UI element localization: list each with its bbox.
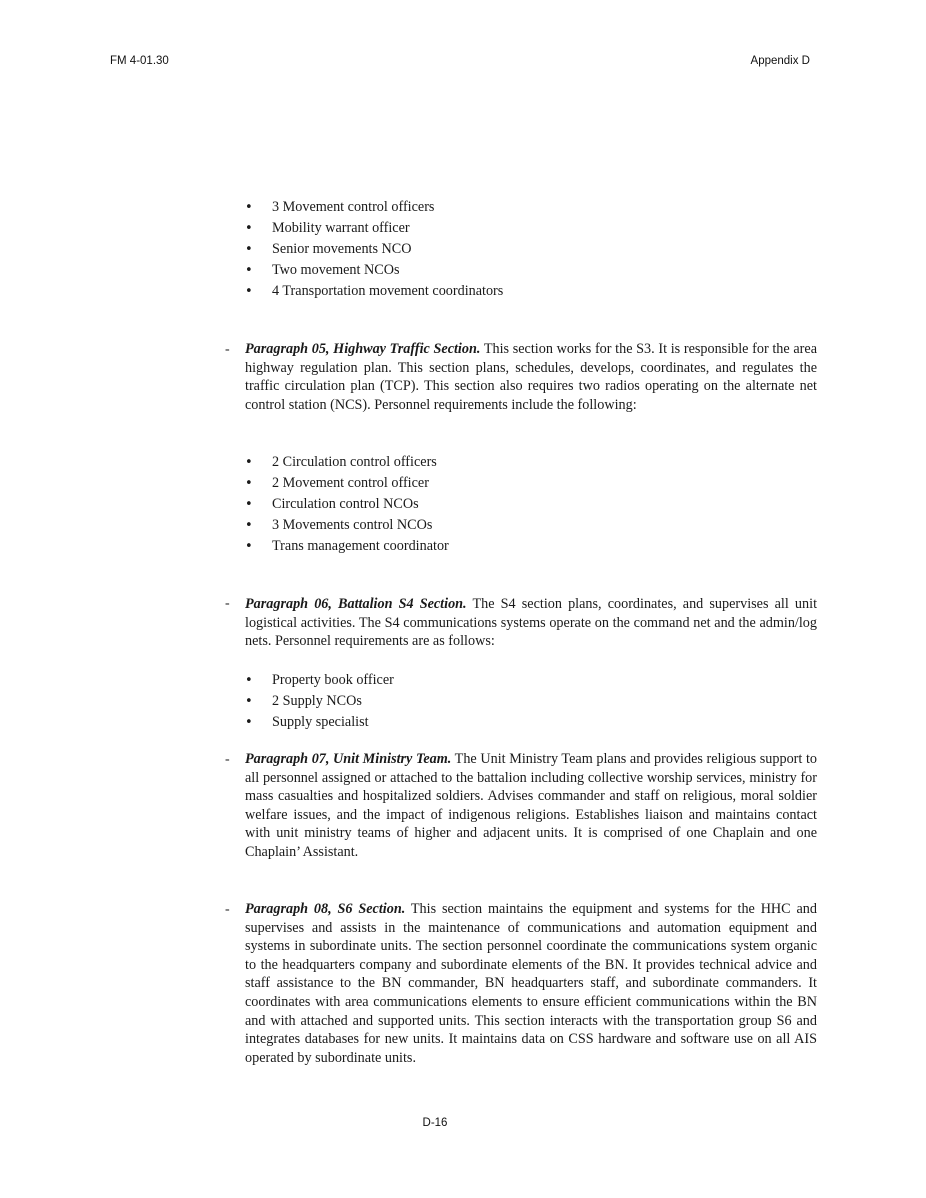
list-item: • Property book officer xyxy=(245,670,394,691)
header-doc-id: FM 4-01.30 xyxy=(110,55,169,67)
paragraph-06-dash: - xyxy=(225,596,230,611)
page-number: D-16 xyxy=(422,1117,448,1129)
list-item: • Supply specialist xyxy=(245,712,394,733)
paragraph-08-body: This section maintains the equipment and systems for the HHC and supervises and assists in the maintenance of communications and automation equipment and systems in subordinate units. The section personnel coordinate the communications system organic to the headquarters company and subordinate elements of the BN. It provides technical advice and staff assistance to the BN commander, BN headquarters staff, and subordinate commanders. It coordinates with area communications elements to ensure efficient communications within the BN and with attached and supported units. This section interacts with the transportation group S6 and integrates databases for new units. It maintains data on CSS hardware and software use on all AIS operated by subordinate units. xyxy=(245,901,817,1066)
paragraph-08 xyxy=(245,900,817,1067)
paragraph-05-title: Paragraph 05, Highway Traffic Section. xyxy=(245,341,481,357)
paragraph-07-dash: - xyxy=(225,752,230,767)
list-item: • Senior movements NCO xyxy=(245,239,503,260)
paragraph-06-title: Paragraph 06, Battalion S4 Section. xyxy=(245,596,467,612)
list-item: • 2 Movement control officer xyxy=(245,473,449,494)
paragraph-06 xyxy=(245,595,817,651)
list-item: • Trans management coordinator xyxy=(245,536,449,557)
list-item: • Circulation control NCOs xyxy=(245,494,449,515)
list-item: • 2 Supply NCOs xyxy=(245,691,394,712)
paragraph-05-dash: - xyxy=(225,342,230,357)
header-appendix: Appendix D xyxy=(750,55,810,67)
personnel-list-highway xyxy=(245,452,449,557)
paragraph-07-body: The Unit Ministry Team plans and provides religious support to all personnel assigned or attached to the battalion including collective worship services, ministry for mass casualties and hospitalized soldiers. Advises commander and staff on religious, moral soldier welfare issues, and the impact of indigenous religions. Establishes liaison and maintains contact with unit ministry teams of higher and adjacent units. It is comprised of one Chaplain and one Chaplain’ Assistant. xyxy=(245,751,818,860)
paragraph-07 xyxy=(245,750,817,862)
list-item: • 2 Circulation control officers xyxy=(245,452,449,473)
personnel-list-s4 xyxy=(245,670,394,733)
list-item: • Mobility warrant officer xyxy=(245,218,503,239)
personnel-list-movement xyxy=(245,197,503,302)
paragraph-08-dash: - xyxy=(225,902,230,917)
list-item: • 4 Transportation movement coordinators xyxy=(245,281,503,302)
paragraph-06-body: The S4 section plans, coordinates, and supervises all unit logistical activities. The S4 communications systems operate on the command net and the admin/log nets. Personnel requirements are as follows: xyxy=(245,596,818,650)
list-item: • 3 Movements control NCOs xyxy=(245,515,449,536)
paragraph-05-body: This section works for the S3. It is responsible for the area highway regulation plan. This section plans, schedules, develops, coordinates, and regulates the traffic circulation plan (TCP). This section also requires two radios operating on the alternate net control station (NCS). Personnel requirements include the following: xyxy=(245,341,817,413)
paragraph-05 xyxy=(245,340,817,414)
paragraph-07-title: Paragraph 07, Unit Ministry Team. xyxy=(245,751,452,767)
list-item: • Two movement NCOs xyxy=(245,260,503,281)
paragraph-08-title: Paragraph 08, S6 Section. xyxy=(245,901,406,917)
list-item: • 3 Movement control officers xyxy=(245,197,503,218)
